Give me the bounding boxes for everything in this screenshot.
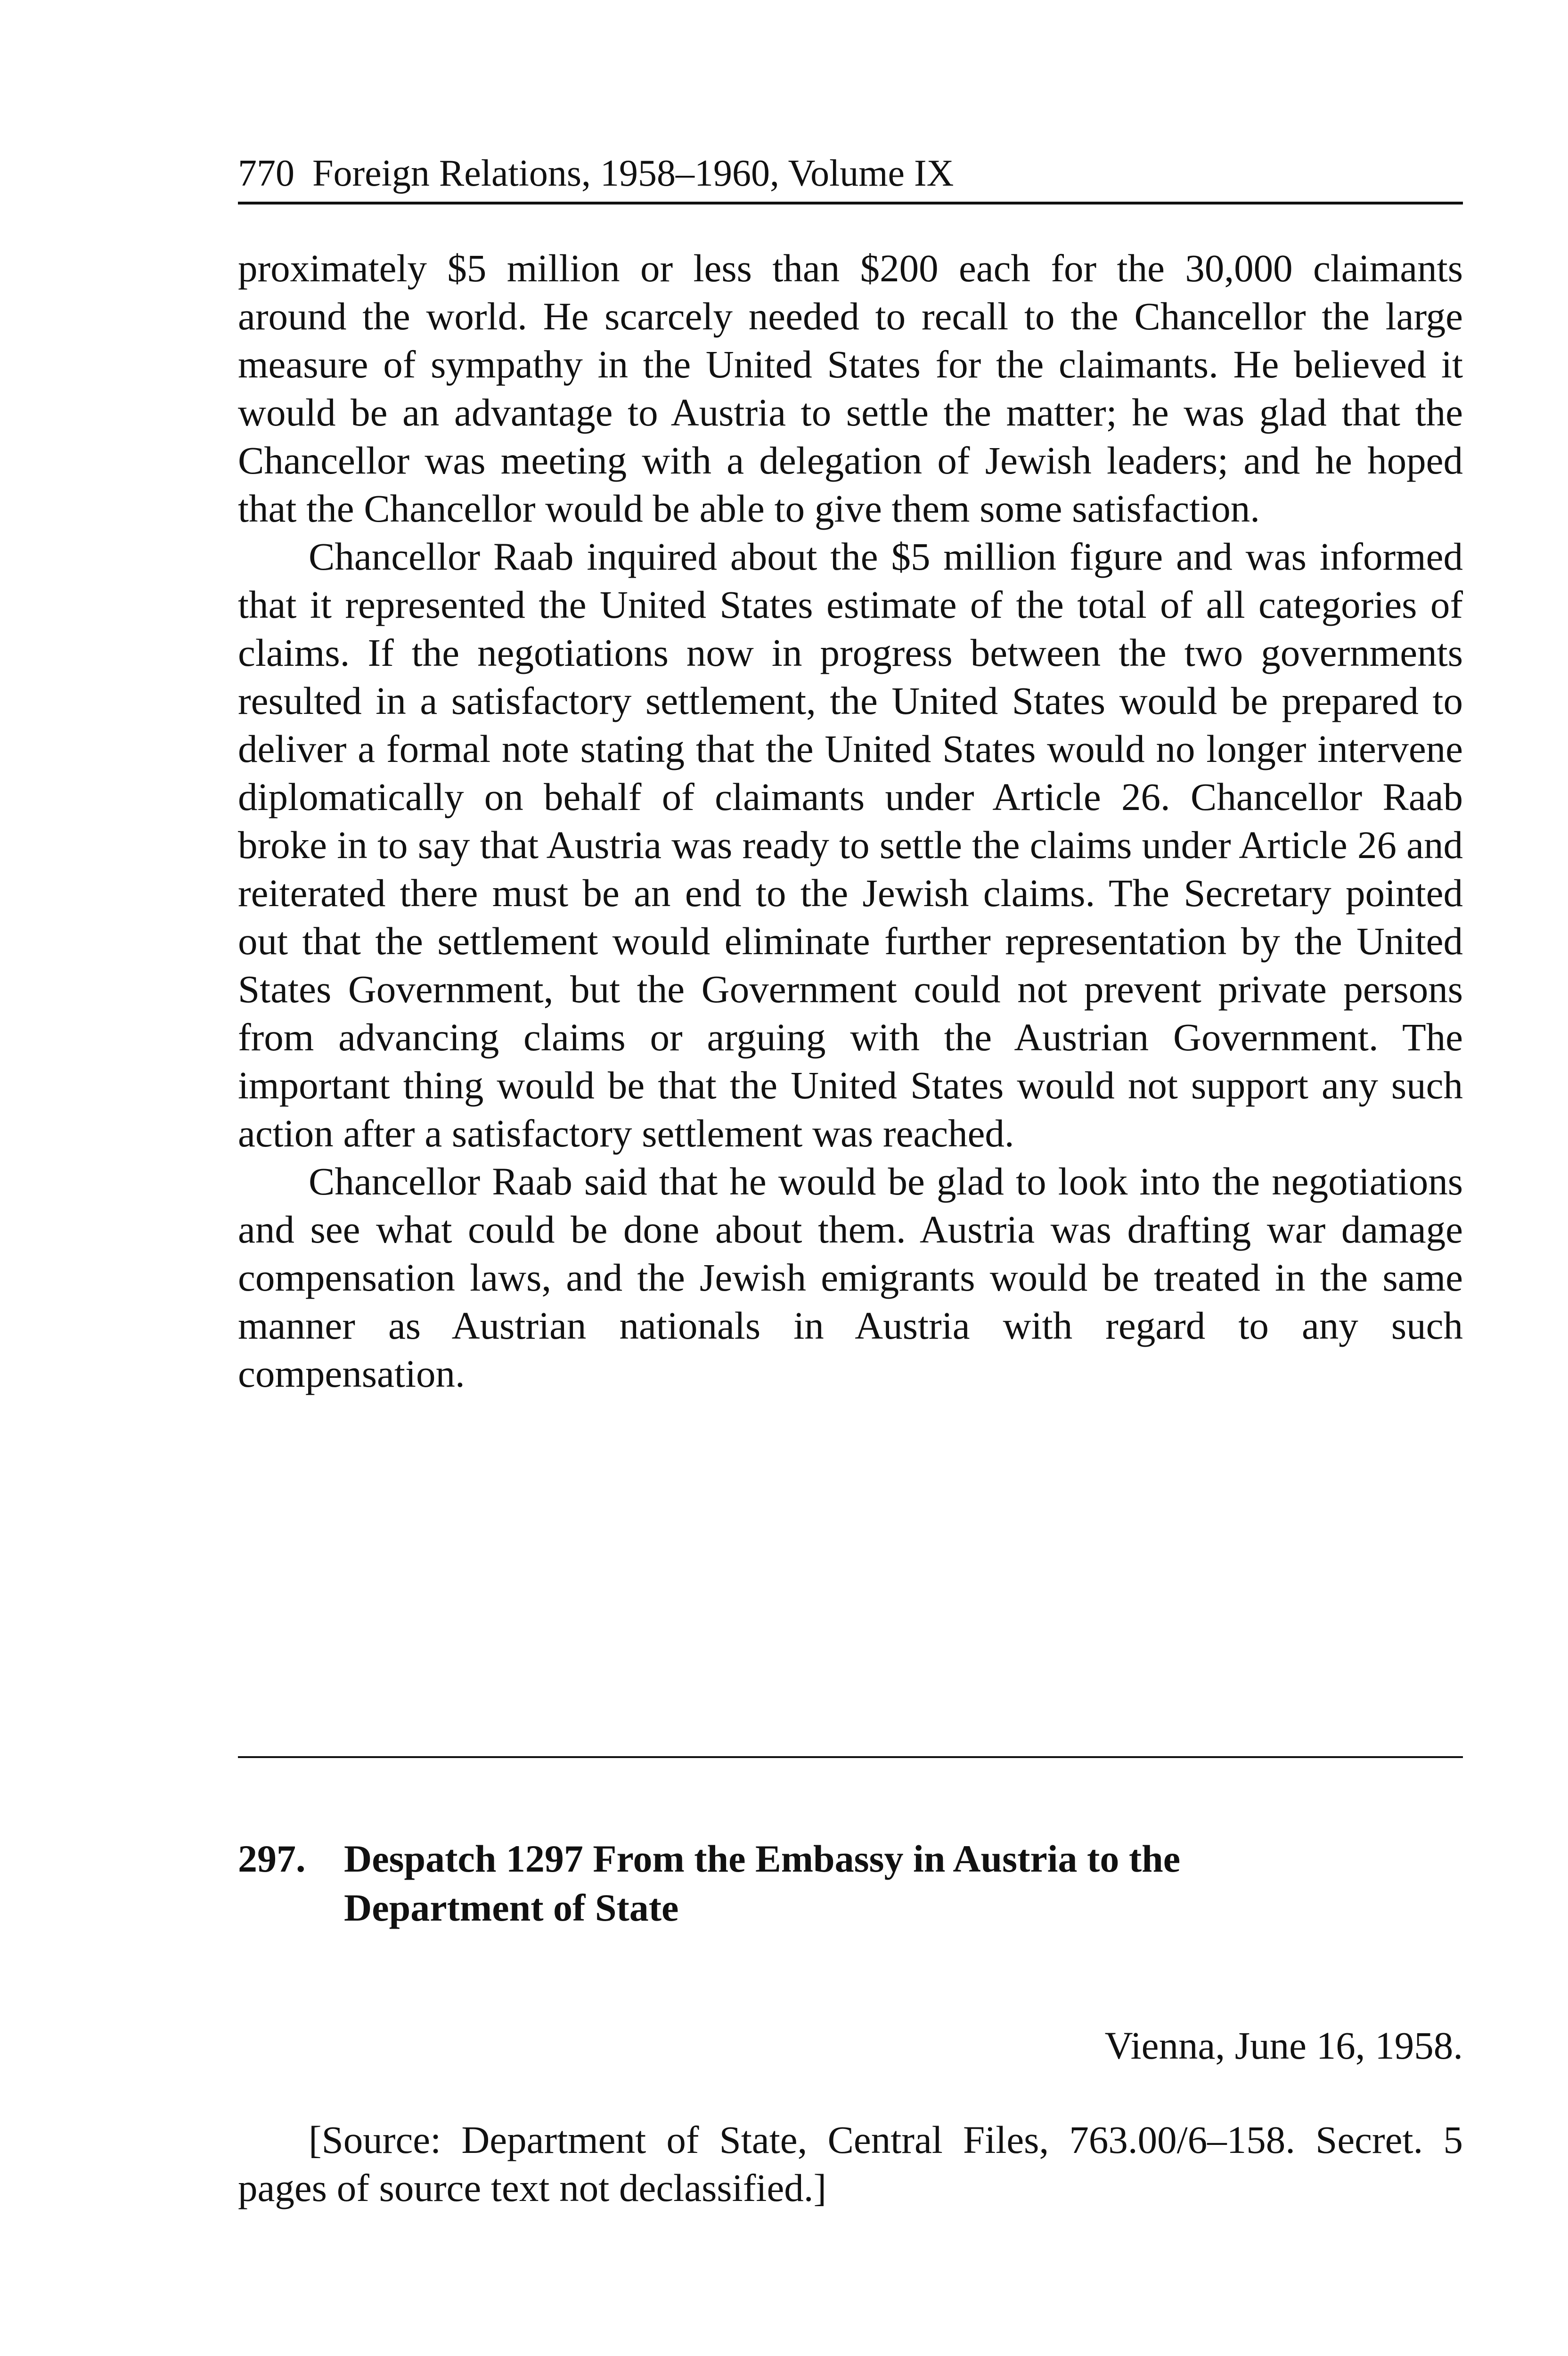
running-head xyxy=(238,150,1463,197)
page-number: 770 xyxy=(238,153,294,194)
section-divider xyxy=(238,1756,1463,1758)
header-rule xyxy=(238,202,1463,205)
paragraph: Chancellor Raab inquired about the $5 million figure and was informed that it represented the United States estimate of the total of all categories of claims. If the negotiations now in progress between the two governments resulted in a satisfactory settlement, the United States would be prepared to deliver a formal note stating that the United States would no longer intervene diplomatically on behalf of claimants under Article 26. Chancellor Raab broke in to say that Austria was ready to settle the claims under Article 26 and reiterated there must be an end to the Jewish claims. The Secretary pointed out that the settlement would eliminate further representation by the United States Government, but the Government could not prevent private persons from advancing claims or arguing with the Austrian Government. The important thing would be that the United States would not support any such action after a satisfactory settlement was reached. xyxy=(238,535,1463,1155)
document-number: 297. xyxy=(238,1837,306,1880)
paragraph: Chancellor Raab said that he would be glad to look into the negotiations and see what could be done about them. Austria was drafting war damage compensation laws, and the Jewish emigrants would be treated in the same manner as Austrian nationals in Austria with regard to any such compensation. xyxy=(238,1160,1463,1395)
source-note: [Source: Department of State, Central Files, 763.00/6–158. Secret. 5 pages of source text not declassified.] xyxy=(238,2118,1463,2209)
document-heading xyxy=(238,1834,1369,1932)
dateline: Vienna, June 16, 1958. xyxy=(1104,2024,1463,2067)
document-title: Despatch 1297 From the Embassy in Austria to the Department of State xyxy=(344,1837,1181,1929)
paragraph-continued: proximately $5 million or less than $200 each for the 30,000 claimants around the world. He scarcely needed to recall to the Chancellor the large measure of sympathy in the United States for the claimants. He believed it would be an advantage to Austria to settle the matter; he was glad that the Chancellor was meeting with a delegation of Jewish leaders; and he hoped that the Chancellor would be able to give them some satisfaction. xyxy=(238,246,1463,530)
body-text xyxy=(238,244,1463,1398)
volume-title: Foreign Relations, 1958–1960, Volume IX xyxy=(312,153,954,194)
